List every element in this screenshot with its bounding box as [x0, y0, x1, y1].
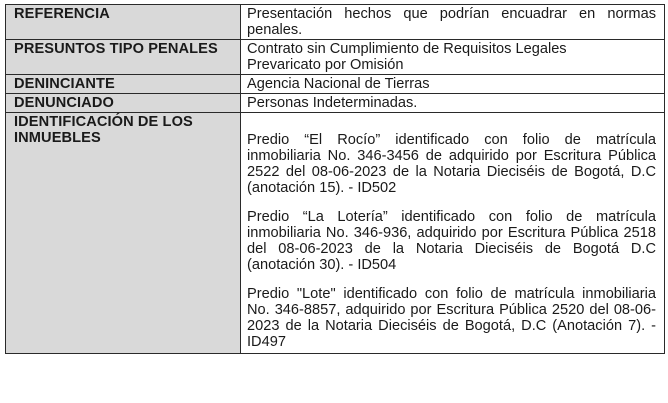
property-entry: Predio “La Lotería” identificado con folio de matrícula inmobiliaria No. 346-936, adquirido por Escritura Pública 2518 del 08-06-2023 de la Notaria Dieciséis de Bogotá D.C (anotación 30). - ID504 — [247, 209, 656, 273]
label-presuntos-tipo-penales: PRESUNTOS TIPO PENALES — [6, 40, 241, 75]
complaint-details-table — [5, 4, 665, 354]
offense-line: Contrato sin Cumplimiento de Requisitos Legales — [247, 41, 567, 57]
value-denunciante: Agencia Nacional de Tierras — [241, 75, 665, 94]
value-identificacion-inmuebles — [241, 113, 665, 354]
label-referencia: REFERENCIA — [6, 5, 241, 40]
label-identificacion-inmuebles: IDENTIFICACIÓN DE LOS INMUEBLES — [6, 113, 241, 354]
label-denunciante: DENINCIANTE — [6, 75, 241, 94]
table-row-denunciado — [6, 94, 665, 113]
property-entry: Predio "Lote" identificado con folio de matrícula inmobiliaria No. 346-8857, adquirido por Escritura Pública 2520 del 08-06-2023 de la Notaria Dieciséis de Bogotá, D.C (Anotación 7). - ID497 — [247, 286, 656, 350]
label-denunciado: DENUNCIADO — [6, 94, 241, 113]
property-entry: Predio “El Rocío” identificado con folio de matrícula inmobiliaria No. 346-3456 de adquirido por Escritura Pública 2522 del 08-06-2023 de la Notaria Dieciséis de Bogotá, D.C (anotación 15). - ID502 — [247, 132, 656, 196]
value-presuntos-tipo-penales — [241, 40, 665, 75]
offense-line: Prevaricato por Omisión — [247, 57, 404, 73]
table-row-presuntos-tipo-penales — [6, 40, 665, 75]
table-row-referencia — [6, 5, 665, 40]
value-denunciado: Personas Indeterminadas. — [241, 94, 665, 113]
value-referencia: Presentación hechos que podrían encuadrar en normas penales. — [241, 5, 665, 40]
table-row-identificacion-inmuebles — [6, 113, 665, 354]
table-row-denunciante — [6, 75, 665, 94]
